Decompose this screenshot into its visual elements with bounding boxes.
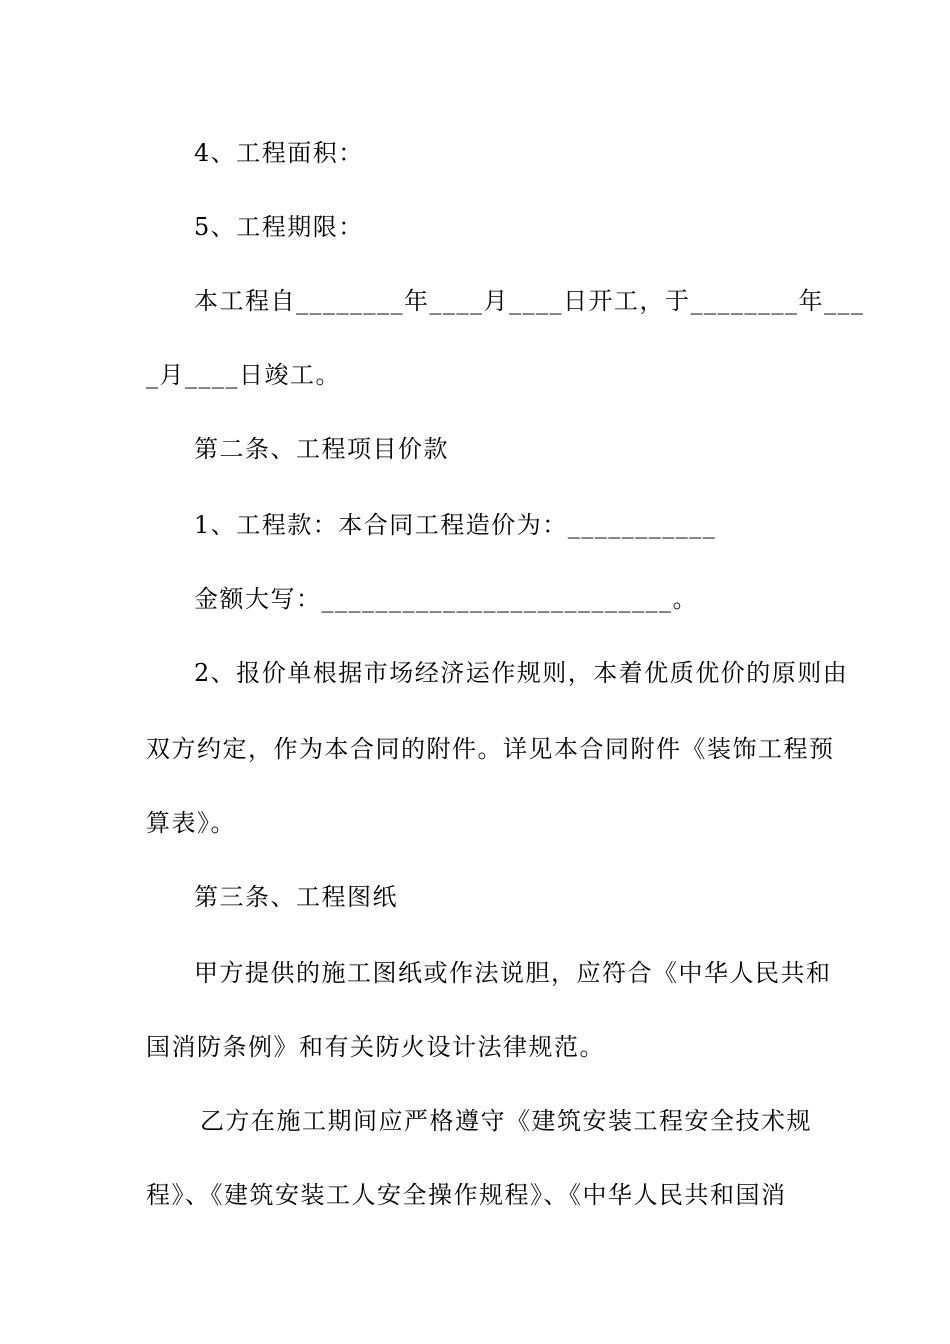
article-2-heading: 第二条、工程项目价款	[194, 435, 449, 463]
period-text-line-1: 本工程自________年____月____日开工，于________年___	[194, 287, 865, 315]
item-2-quote-line-1: 2、报价单根据市场经济运作规则，本着优质优价的原则由	[194, 659, 849, 687]
item-1-price: 1、工程款：本合同工程造价为：___________	[194, 511, 717, 539]
amount-in-words: 金额大写：__________________________。	[194, 585, 698, 613]
safety-text-line-2: 程》、《建筑安装工人安全操作规程》、《中华人民共和国消	[146, 1181, 787, 1209]
period-text-line-2: _月____日竣工。	[146, 361, 341, 389]
safety-text-line-1: 乙方在施工期间应严格遵守《建筑安装工程安全技术规	[200, 1107, 812, 1135]
drawings-text-line-1: 甲方提供的施工图纸或作法说胆，应符合《中华人民共和	[194, 959, 832, 987]
item-2-quote-line-3: 算表》。	[146, 809, 236, 837]
item-4-area: 4、工程面积：	[194, 139, 364, 167]
item-5-period: 5、工程期限：	[194, 213, 364, 241]
drawings-text-line-2: 国消防条例》和有关防火设计法律规范。	[146, 1033, 605, 1061]
article-3-heading: 第三条、工程图纸	[194, 883, 398, 911]
item-2-quote-line-2: 双方约定，作为本合同的附件。详见本合同附件《装饰工程预	[146, 735, 835, 763]
